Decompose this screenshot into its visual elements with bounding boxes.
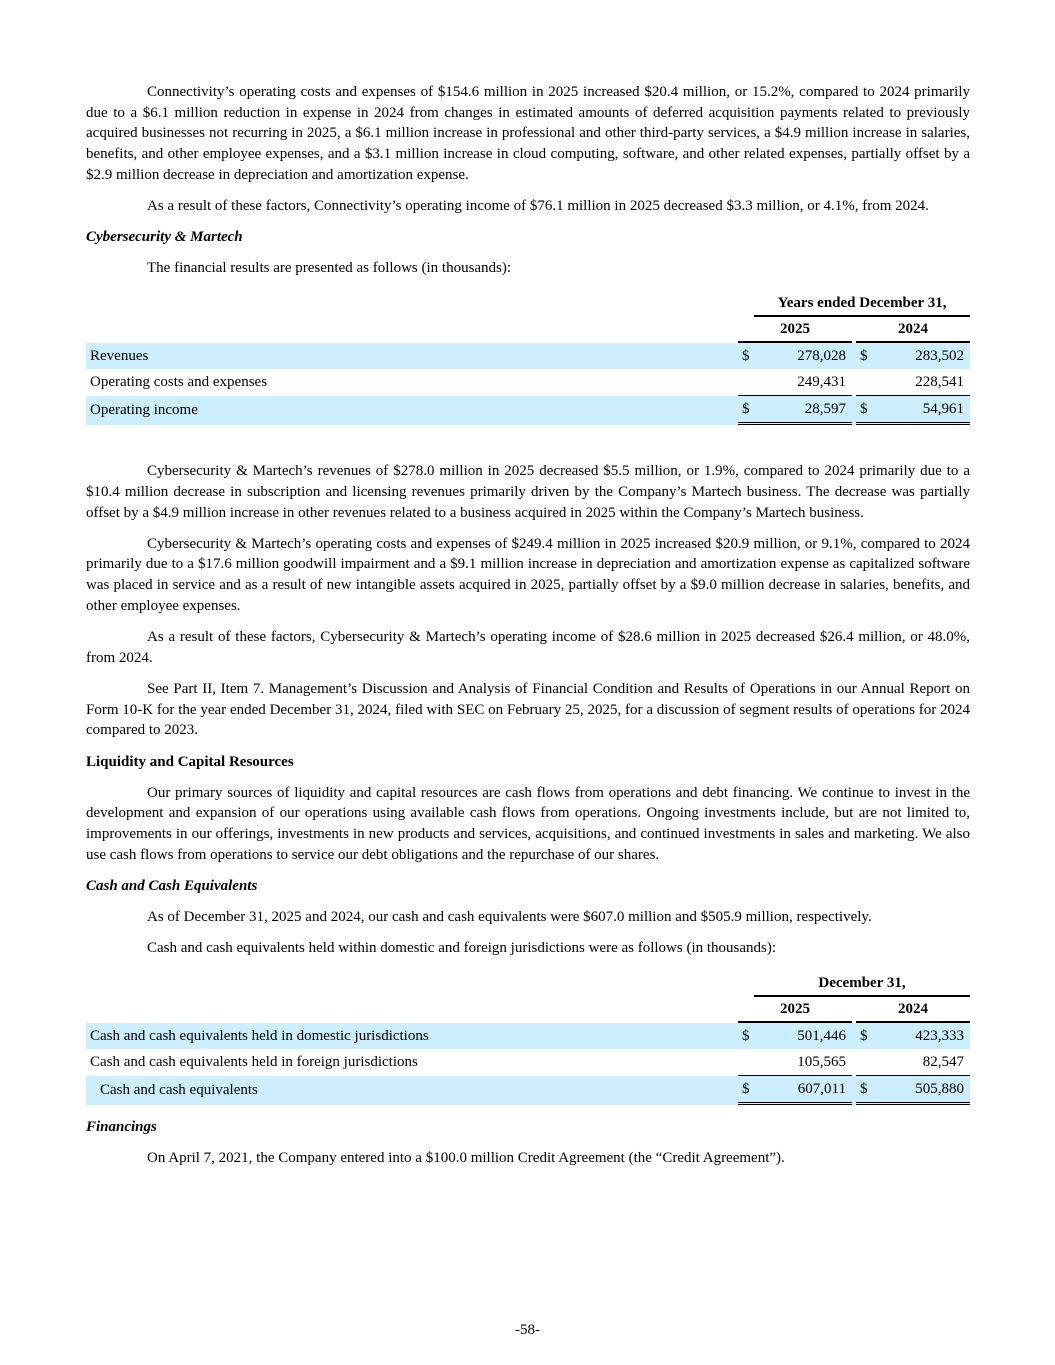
heading-cash-equivalents: Cash and Cash Equivalents xyxy=(86,878,258,895)
currency-symbol: $ xyxy=(856,1023,872,1049)
table-row xyxy=(86,369,970,396)
document-page xyxy=(86,82,970,1180)
currency-symbol: $ xyxy=(738,343,754,369)
table-period-header: Years ended December 31, xyxy=(754,291,970,317)
value-2024: 54,961 xyxy=(872,396,970,425)
value-2024: 423,333 xyxy=(872,1023,970,1049)
column-header-2024: 2024 xyxy=(856,997,970,1023)
paragraph-connectivity-income: As a result of these factors, Connectivity’s operating income of $76.1 million in 2025 decreased $3.3 million, or 4.1%, from 2024. xyxy=(147,198,929,215)
paragraph-financial-results-intro: The financial results are presented as follows (in thousands): xyxy=(147,260,512,277)
value-2024: 283,502 xyxy=(872,343,970,369)
cash-jurisdictions-table xyxy=(86,971,970,1105)
paragraph-cyber-income: As a result of these factors, Cybersecurity & Martech’s operating income of $28.6 million in 2025 decreased $26.4 million, or 48.0%, from 2024. xyxy=(86,629,970,666)
table-row xyxy=(86,1023,970,1049)
value-2025: 249,431 xyxy=(754,369,852,396)
paragraph-cash-balance: As of December 31, 2025 and 2024, our cash and cash equivalents were $607.0 million and $505.9 million, respectively. xyxy=(147,909,872,926)
currency-symbol xyxy=(738,1049,754,1076)
value-2025: 501,446 xyxy=(754,1023,852,1049)
paragraph-connectivity-costs: Connectivity’s operating costs and expenses of $154.6 million in 2025 increased $20.4 million, or 15.2%, compared to 2024 primarily due to a $6.1 million reduction in expense in 2024 from changes in estimated amounts of deferred acquisition payments related to previously acquired businesses not recurring in 2025, a $6.1 million increase in professional and other third-party services, a $4.9 million increase in salaries, benefits, and other employee expenses, and a $3.1 million increase in cloud computing, software, and other related expenses, partially offset by a $2.9 million decrease in depreciation and amortization expense. xyxy=(86,84,970,183)
paragraph-credit-agreement: On April 7, 2021, the Company entered into a $100.0 million Credit Agreement (the “Credit Agreement”). xyxy=(147,1150,785,1167)
heading-financings: Financings xyxy=(86,1119,157,1136)
value-2024: 82,547 xyxy=(872,1049,970,1076)
column-header-2025: 2025 xyxy=(738,317,852,343)
currency-symbol: $ xyxy=(738,396,754,425)
row-label: Operating costs and expenses xyxy=(90,374,268,391)
table-row xyxy=(86,396,970,425)
value-2025: 28,597 xyxy=(754,396,852,425)
value-2024: 505,880 xyxy=(872,1076,970,1105)
paragraph-cash-jurisdictions-intro: Cash and cash equivalents held within domestic and foreign jurisdictions were as follows (in thousands): xyxy=(147,940,777,957)
currency-symbol xyxy=(856,1049,872,1076)
column-header-2025: 2025 xyxy=(738,997,852,1023)
currency-symbol: $ xyxy=(856,1076,872,1105)
paragraph-cyber-costs: Cybersecurity & Martech’s operating costs and expenses of $249.4 million in 2025 increased $20.9 million, or 9.1%, compared to 2024 primarily due to a $17.6 million goodwill impairment and a $9.1 million increase in depreciation and amortization expense as capitalized software was placed in service and as a result of new intangible assets acquired in 2025, partially offset by a $9.0 million decrease in salaries, benefits, and other employee expenses. xyxy=(86,535,970,614)
column-header-2024: 2024 xyxy=(856,317,970,343)
paragraph-cyber-revenues: Cybersecurity & Martech’s revenues of $278.0 million in 2025 decreased $5.5 million, or 1.9%, compared to 2024 primarily due to a $10.4 million decrease in subscription and licensing revenues primarily driven by the Company’s Martech business. The decrease was partially offset by a $4.9 million increase in other revenues related to a business acquired in 2025 within the Company’s Martech business. xyxy=(86,463,970,521)
currency-symbol xyxy=(738,369,754,396)
paragraph-liquidity-sources: Our primary sources of liquidity and capital resources are cash flows from operations and debt financing. We continue to invest in the development and expansion of our operations using available cash flows from operations. Ongoing investments include, but are not limited to, improvements in our offerings, investments in new products and services, acquisitions, and continued investments in sales and marketing. We also use cash flows from operations to service our debt obligations and the repurchase of our shares. xyxy=(86,784,970,863)
value-2025: 607,011 xyxy=(754,1076,852,1105)
paragraph-see-part-ii: See Part II, Item 7. Management’s Discussion and Analysis of Financial Condition and Results of Operations in our Annual Report on Form 10-K for the year ended December 31, 2024, filed with SEC on February 25, 2025, for a discussion of segment results of operations for 2024 compared to 2023. xyxy=(86,680,970,739)
currency-symbol: $ xyxy=(856,396,872,425)
page-number: -58- xyxy=(515,1322,540,1338)
financial-results-table xyxy=(86,291,970,425)
row-label: Cash and cash equivalents held in foreign jurisdictions xyxy=(90,1054,418,1071)
row-label: Revenues xyxy=(86,343,738,369)
table-period-header: December 31, xyxy=(754,971,970,997)
value-2025: 105,565 xyxy=(754,1049,852,1076)
row-label: Operating income xyxy=(86,396,738,425)
currency-symbol: $ xyxy=(856,343,872,369)
row-label: Cash and cash equivalents held in domestic jurisdictions xyxy=(86,1023,738,1049)
heading-liquidity: Liquidity and Capital Resources xyxy=(86,753,294,770)
currency-symbol: $ xyxy=(738,1023,754,1049)
currency-symbol: $ xyxy=(738,1076,754,1105)
table-row xyxy=(86,1076,970,1105)
table-row xyxy=(86,343,970,369)
row-label: Cash and cash equivalents xyxy=(86,1076,738,1105)
table-row xyxy=(86,1049,970,1076)
value-2024: 228,541 xyxy=(872,369,970,396)
value-2025: 278,028 xyxy=(754,343,852,369)
heading-cybersecurity-martech: Cybersecurity & Martech xyxy=(86,229,243,246)
currency-symbol xyxy=(856,369,872,396)
